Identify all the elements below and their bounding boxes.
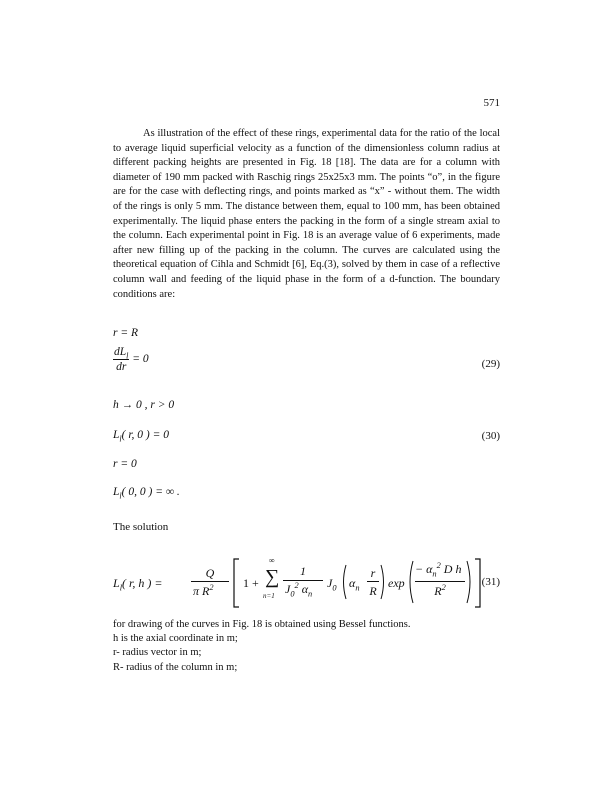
derivative-denominator: dr (116, 361, 127, 373)
eq31-frac-num: 1 (300, 564, 306, 578)
eq31-q: Q (205, 566, 215, 580)
derivative-fraction (113, 346, 129, 373)
body-paragraph: As illustration of the effect of these rings, experimental data for the ratio of the local to average liquid superficial velocity as a function of the dimensionless column radius at different packing heights are presented in Fig. 18 [18]. The data are for a column with diameter of 190 mm packed with Raschig rings 25x25x3 mm. The points “o”, in the figure are for the case with deflecting rings, and points marked as “x” - without them. The width of the rings is only 5 mm. The distance between them, equal to 100 mm, has been obtained experimentally. The liquid phase enters the packing in the form of a single stream axial to the column. Each experimental point in Fig. 18 is an average value of 6 experiments, made after new filling up of the packing in the column. The curves are calculated using the theoretical equation of Cihla and Schmidt [6], Eq.(3), solved by them in case of a reflective column wall and feeding of the liquid phase in the form of a d-function. The boundary conditions are: (113, 128, 500, 300)
equation-31 (113, 556, 463, 616)
equation-number-31: (31) (481, 576, 500, 588)
eq31-sum-symbol: ∑ (265, 566, 280, 588)
eq31-pi-r2: π $R^2$ (193, 583, 214, 598)
definition-line: h is the axial coordinate in m; (113, 633, 238, 645)
condition-r-zero: r = 0 (113, 458, 137, 470)
definition-line: r- radius vector in m; (113, 647, 202, 659)
condition-L-0-0: $L_l$( 0, 0 ) = ∞ . (113, 486, 180, 501)
eq31-frac-divider (283, 580, 323, 581)
eq31-exp-divider (415, 581, 465, 582)
eq31-exp: exp (388, 576, 405, 590)
condition-L-r-0: $L_l$( r, 0 ) = 0 (113, 429, 170, 444)
condition-r-equals-R: r = R (113, 327, 139, 339)
variable-definitions (113, 618, 500, 675)
eq31-exp-paren-open (407, 560, 414, 604)
eq31-lhs: $L_l$( r, h ) = (113, 576, 163, 593)
eq31-frac-den: $J_0^2$ $\alpha_n$ (285, 581, 313, 599)
eq31-q-divider (191, 581, 229, 582)
definition-line: R- radius of the column in m; (113, 661, 238, 673)
eq31-one-plus: 1 + (243, 576, 259, 590)
eq31-exp-num: − $\alpha_n^2$ D h (415, 561, 462, 579)
definition-line: for drawing of the curves in Fig. 18 is obtained using Bessel functions. (113, 619, 411, 630)
derivative-numerator: $dL_l$ (114, 346, 129, 361)
eq31-sum-bottom: n=1 (263, 592, 275, 600)
derivative-rhs: = 0 (132, 353, 149, 366)
eq31-arg-r: r (370, 566, 376, 580)
equation-number-29: (29) (481, 358, 500, 370)
solution-label: The solution (113, 521, 169, 533)
eq31-sum-top: ∞ (269, 556, 275, 565)
eq31-arg-divider (367, 581, 379, 582)
eq31-left-bracket (232, 558, 240, 608)
condition-h-limit: h → 0 , r > 0 (113, 399, 175, 411)
eq31-exp-den: $R^2$ (434, 583, 446, 598)
eq31-alpha-arg: $\alpha_n$ (349, 576, 360, 593)
equation-number-30: (30) (481, 430, 500, 442)
page-number: 571 (483, 97, 500, 109)
eq31-paren-close (380, 564, 386, 600)
eq31-bessel-j0: $J_0$ (327, 576, 337, 593)
condition-derivative (113, 346, 149, 373)
eq31-paren-open (341, 564, 347, 600)
eq31-arg-R: R (369, 584, 377, 598)
